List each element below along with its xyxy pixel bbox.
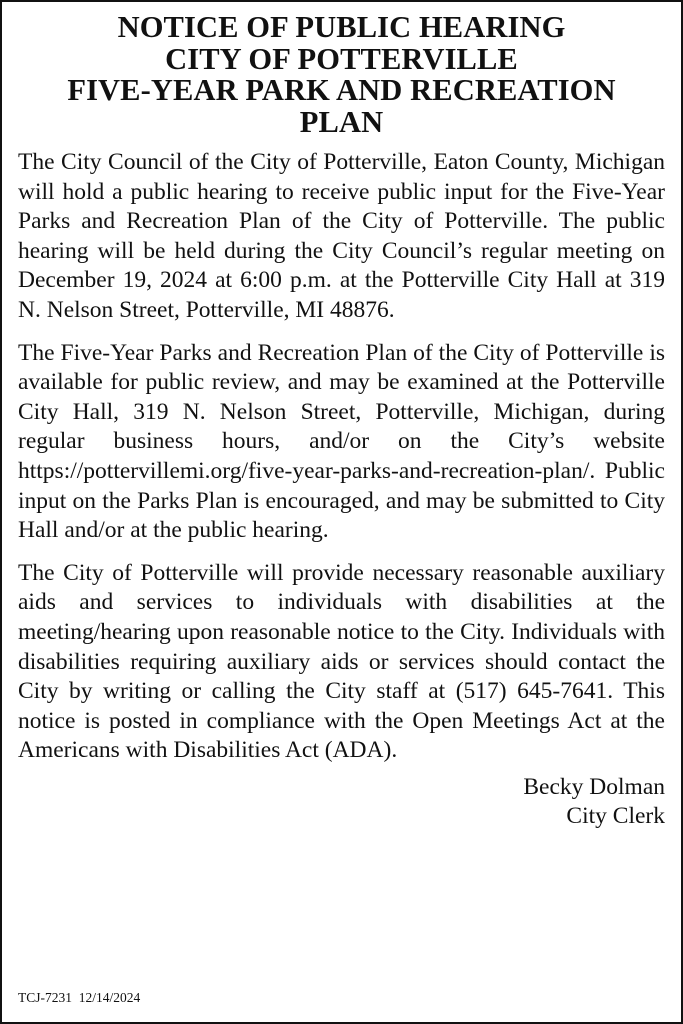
signature-block bbox=[18, 773, 665, 831]
title-line: FIVE-YEAR PARK AND RECREATION bbox=[67, 73, 616, 107]
title-line: CITY OF POTTERVILLE bbox=[165, 41, 518, 76]
accessibility-paragraph: The City of Potterville will provide necessary reasonable auxiliary aids and services to individuals with disabilities at the meeting/hearing upon reasonable notice to the City. Individuals with disabilities requiring auxiliary aids or services should contact the City by writing or calling the City staff at (517) 645-7641. This notice is posted in compliance with the Open Meetings Act at the Americans with Disabilities Act (ADA). bbox=[18, 559, 665, 764]
publication-date: 12/14/2024 bbox=[78, 990, 141, 1005]
notice-title bbox=[18, 12, 665, 138]
title-line: NOTICE OF PUBLIC HEARING bbox=[117, 10, 566, 44]
publication-code: TCJ-7231 bbox=[18, 990, 72, 1005]
signer-name: Becky Dolman bbox=[523, 773, 665, 800]
plan-availability-paragraph: The Five-Year Parks and Recreation Plan of the City of Potterville is available for public review, and may be examined at the Potterville City Hall, 319 N. Nelson Street, Potterville, Michigan, during regular business hours, and/or on the City’s website https://pottervillemi.org/five-year-parks-and-recreation-plan/. Public input on the Parks Plan is encouraged, and may be submitted to City Hall and/or at the public hearing. bbox=[18, 339, 665, 544]
publication-footer bbox=[18, 990, 140, 1006]
title-line: PLAN bbox=[299, 104, 384, 139]
hearing-paragraph: The City Council of the City of Potterville, Eaton County, Michigan will hold a public hearing to receive public input for the Five-Year Parks and Recreation Plan of the City of Potterville. The public hearing will be held during the City Council’s regular meeting on December 19, 2024 at 6:00 p.m. at the Potterville City Hall at 319 N. Nelson Street, Potterville, MI 48876. bbox=[18, 149, 665, 323]
signer-role: City Clerk bbox=[566, 802, 665, 829]
